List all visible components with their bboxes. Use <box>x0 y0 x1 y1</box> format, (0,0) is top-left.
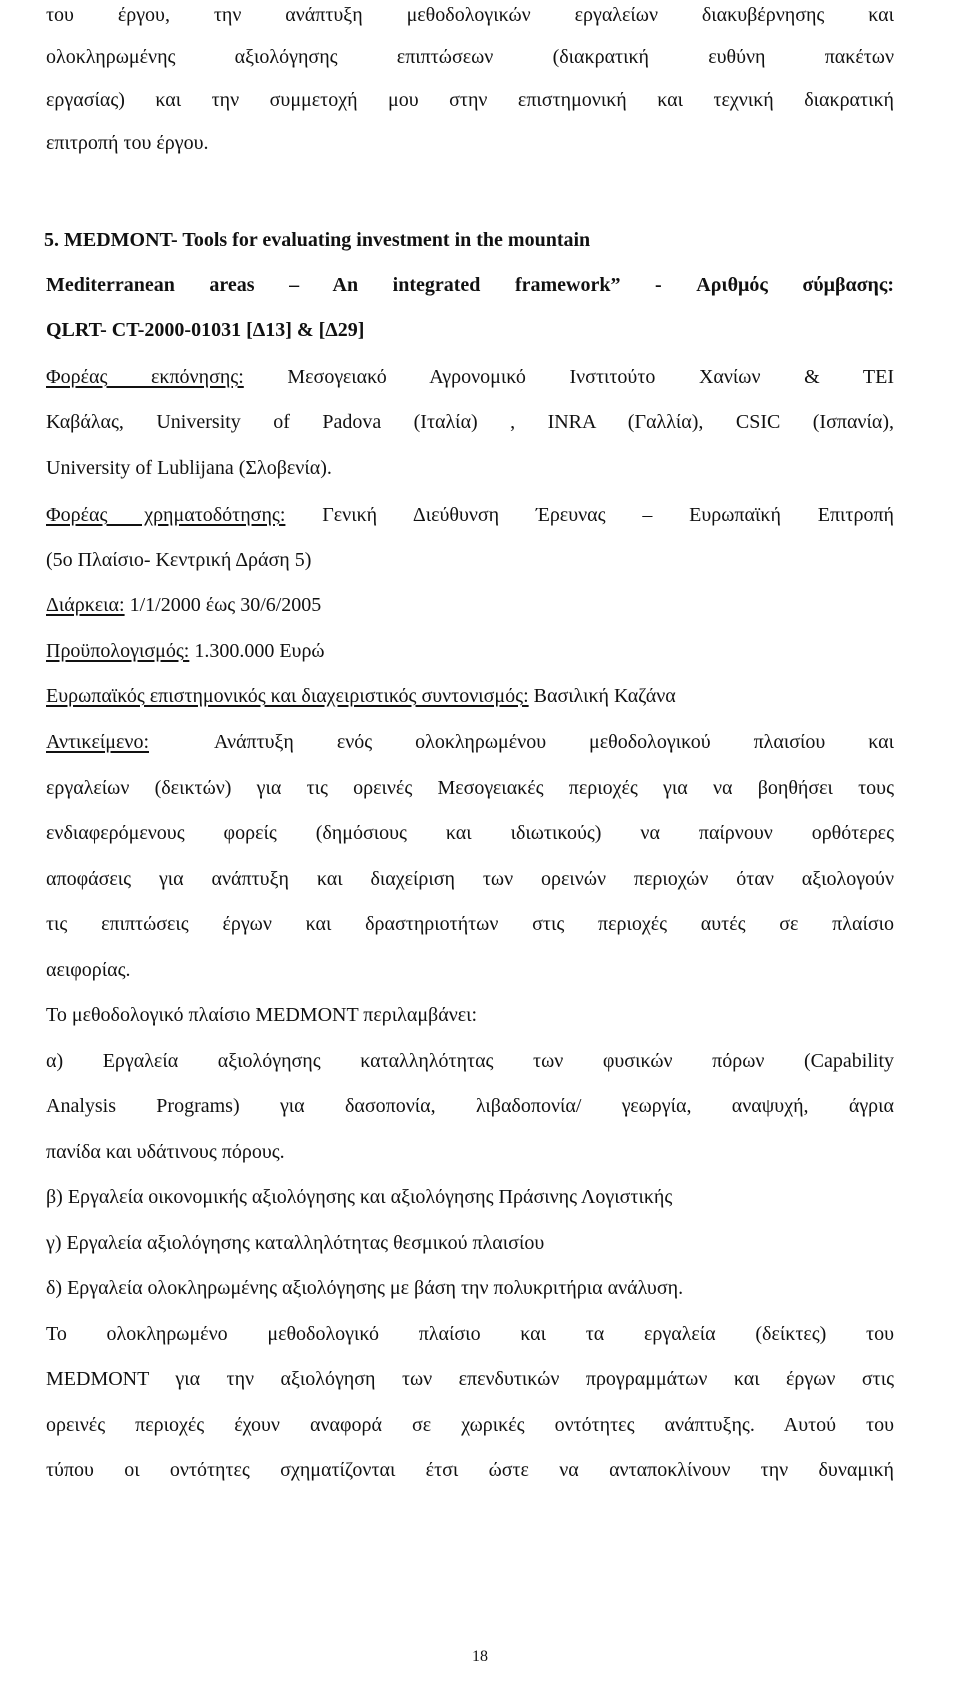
item-d: δ) Εργαλεία ολοκληρωμένης αξιολόγησης με βάση την πολυκριτήρια ανάλυση. <box>46 1277 684 1299</box>
budget-value: 1.300.000 Ευρώ <box>189 640 325 662</box>
closing-line-3: ορεινές περιοχές έχουν αναφορά σε χωρικές οντότητες ανάπτυξης. Αυτού του <box>46 1414 894 1436</box>
implementer-value: Μεσογειακό Αγρονομικό Ινστιτούτο Χανίων & ΤΕΙ <box>243 366 894 388</box>
closing-line-4: τύπου οι οντότητες σχηματίζονται έτσι ώστε να ανταποκλίνουν την δυναμική <box>46 1459 894 1481</box>
objective-line-2: εργαλείων (δεικτών) για τις ορεινές Μεσογειακές περιοχές για να βοηθήσει τους <box>46 777 894 799</box>
intro-line-3: εργασίας) και την συμμετοχή μου στην επιστημονική και τεχνική διακρατική <box>46 89 894 111</box>
project-heading-line-1: 5. MEDMONT- Tools for evaluating investment in the mountain <box>44 229 591 251</box>
project-heading-line-2: Mediterranean areas – An integrated framework” - Αριθμός σύμβασης: <box>46 274 894 296</box>
objective-first-line: Ανάπτυξη ενός ολοκληρωμένου μεθοδολογικού πλαισίου και <box>214 731 894 753</box>
item-a-line-2: Analysis Programs) για δασοπονία, λιβαδοπονία/ γεωργία, αναψυχή, άγρια <box>46 1095 894 1117</box>
funder-value: Γενική Διεύθυνση Έρευνας – Ευρωπαϊκή Επιτροπή <box>285 504 894 526</box>
objective-line-4: αποφάσεις για ανάπτυξη και διαχείριση των ορεινών περιοχών όταν αξιολογούν <box>46 868 894 890</box>
implementer-line-1 <box>46 364 894 390</box>
budget-label: Προϋπολογισμός: <box>46 640 190 662</box>
intro-line-2: ολοκληρωμένης αξιολόγησης επιπτώσεων (διακρατική ευθύνη πακέτων <box>46 46 894 68</box>
coordinator-line <box>46 683 894 709</box>
item-a-line-1: α) Εργαλεία αξιολόγησης καταλληλότητας των φυσικών πόρων (Capability <box>46 1050 894 1072</box>
page-number: 18 <box>472 1648 488 1665</box>
duration-line <box>46 592 894 618</box>
framework-intro: Το μεθοδολογικό πλαίσιο MEDMONT περιλαμβάνει: <box>46 1004 478 1026</box>
intro-line-4: επιτροπή του έργου. <box>46 132 209 154</box>
objective-line-3: ενδιαφερόμενους φορείς (δημόσιους και ιδιωτικούς) να παίρνουν ορθότερες <box>46 822 894 844</box>
duration-value: 1/1/2000 έως 30/6/2005 <box>124 594 322 616</box>
objective-line-1 <box>46 729 894 755</box>
item-a-line-3: πανίδα και υδάτινους πόρους. <box>46 1141 285 1163</box>
implementer-label: Φορέας εκπόνησης: <box>46 366 244 388</box>
objective-label: Αντικείμενο: <box>46 731 149 753</box>
intro-line-1: του έργου, την ανάπτυξη μεθοδολογικών εργαλείων διακυβέρνησης και <box>46 4 894 26</box>
implementer-line-3: University of Lublijana (Σλοβενία). <box>46 457 332 479</box>
funder-line-2: (5ο Πλαίσιο- Κεντρική Δράση 5) <box>46 549 312 571</box>
duration-label: Διάρκεια: <box>46 594 125 616</box>
funder-label: Φορέας χρηματοδότησης: <box>46 504 286 526</box>
closing-line-1: Το ολοκληρωμένο μεθοδολογικό πλαίσιο και τα εργαλεία (δείκτες) του <box>46 1323 894 1345</box>
closing-line-2: MEDMONT για την αξιολόγηση των επενδυτικών προγραμμάτων και έργων στις <box>46 1368 894 1390</box>
coordinator-value: Βασιλική Καζάνα <box>528 685 676 707</box>
item-c: γ) Εργαλεία αξιολόγησης καταλληλότητας θεσμικού πλαισίου <box>46 1232 545 1254</box>
item-b: β) Εργαλεία οικονομικής αξιολόγησης και αξιολόγησης Πράσινης Λογιστικής <box>46 1186 673 1208</box>
project-heading-line-3: QLRT- CT-2000-01031 [Δ13] & [Δ29] <box>46 319 365 341</box>
budget-line <box>46 638 894 664</box>
implementer-line-2: Καβάλας, University of Padova (Ιταλία) , INRA (Γαλλία), CSIC (Ισπανία), <box>46 411 894 433</box>
objective-line-6: αειφορίας. <box>46 959 131 981</box>
objective-line-5: τις επιπτώσεις έργων και δραστηριοτήτων στις περιοχές αυτές σε πλαίσιο <box>46 913 894 935</box>
coordinator-label: Ευρωπαϊκός επιστημονικός και διαχειριστικός συντονισμός: <box>46 685 529 707</box>
funder-line-1 <box>46 502 894 528</box>
